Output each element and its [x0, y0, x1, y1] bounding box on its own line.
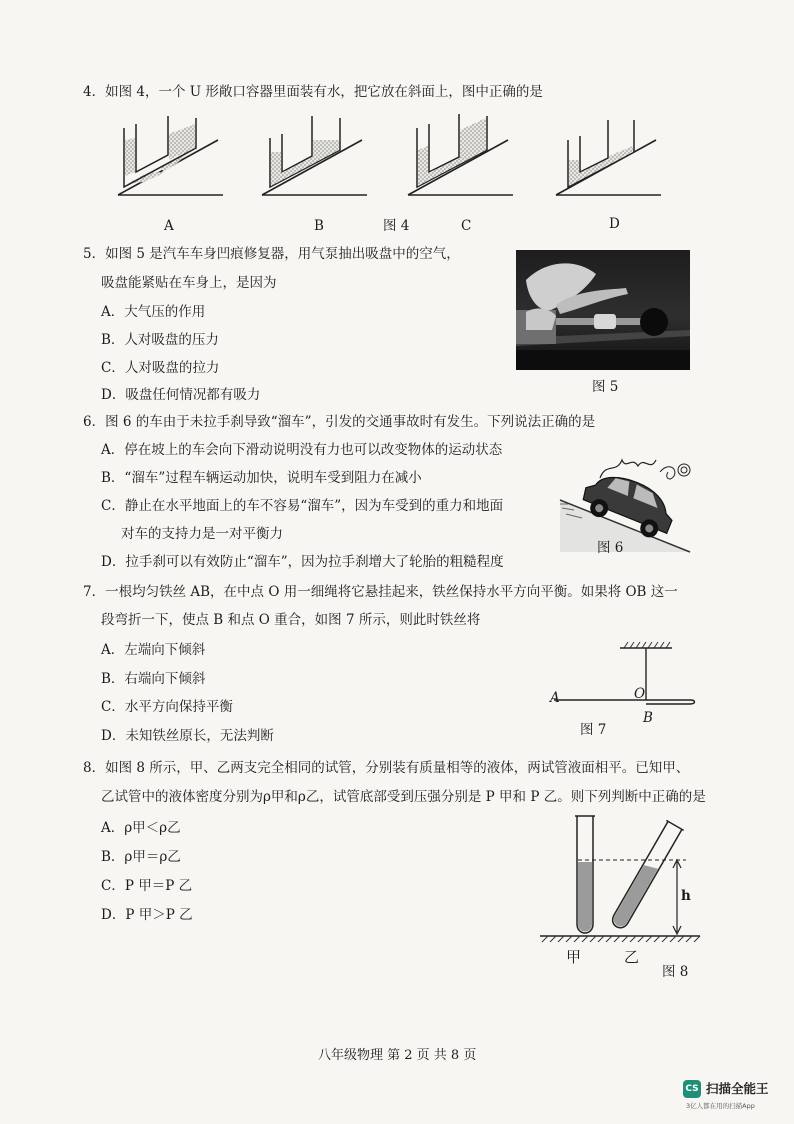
fig4-d-ucontainer	[556, 120, 661, 195]
q4-figures	[0, 0, 794, 240]
fig4-label-b: B	[314, 218, 324, 234]
q5-stem-line1: 5．如图 5 是汽车车身凹痕修复器，用气泵抽出吸盘中的空气，	[83, 246, 460, 262]
q5-option-d: D．吸盘任何情况都有吸力	[101, 387, 261, 403]
q8-option-b: B．ρ甲＝ρ乙	[101, 849, 181, 865]
page-footer: 八年级物理 第 2 页 共 8 页	[318, 1048, 477, 1063]
q6-option-b: B．“溜车”过程车辆运动加快，说明车受到阻力在减小	[101, 470, 422, 486]
camscanner-title: 扫描全能王	[706, 1081, 769, 1096]
q8-option-d: D．P 甲＞P 乙	[101, 907, 193, 923]
q6-option-c-line2: 对车的支持力是一对平衡力	[121, 526, 283, 542]
camscanner-logo-icon: CS	[683, 1080, 701, 1098]
q7-option-d: D．未知铁丝原长，无法判断	[101, 728, 274, 744]
fig7-label-a: A	[550, 690, 560, 706]
fig5-photo-dent-repairer	[516, 250, 690, 370]
fig8-caption: 图 8	[662, 964, 689, 980]
fig4-b-ucontainer	[262, 116, 367, 195]
q8-option-c: C．P 甲＝P 乙	[101, 878, 193, 894]
q6-option-c-line1: C．静止在水平地面上的车不容易“溜车”，因为车受到的重力和地面	[101, 498, 504, 514]
q8-stem-line2: 乙试管中的液体密度分别为ρ甲和ρ乙，试管底部受到压强分别是 P 甲和 P 乙。则下列判断中正确的是	[101, 789, 706, 805]
fig4-label-d: D	[609, 216, 620, 232]
fig5-caption: 图 5	[592, 379, 619, 395]
fig4-c-ucontainer	[408, 114, 513, 195]
fig8-test-tubes	[540, 814, 700, 944]
q7-option-a: A．左端向下倾斜	[101, 642, 206, 658]
fig4-label-a: A	[164, 218, 174, 234]
fig7-caption: 图 7	[580, 722, 607, 738]
q5-stem-line2: 吸盘能紧贴在车身上，是因为	[101, 275, 277, 291]
q5-option-b: B．人对吸盘的压力	[101, 332, 219, 348]
q5-option-a: A．大气压的作用	[101, 304, 206, 320]
fig7-bent-wire	[540, 640, 710, 720]
q4-stem: 4．如图 4，一个 U 形敞口容器里面装有水，把它放在斜面上，图中正确的是	[83, 84, 543, 100]
fig4-a-ucontainer	[118, 116, 223, 195]
fig8-label-jia: 甲	[566, 948, 582, 966]
fig4-label-c: C	[461, 218, 472, 234]
q8-stem-line1: 8．如图 8 所示，甲、乙两支完全相同的试管，分别装有质量相等的液体，两试管液面相平。已知甲、	[83, 760, 690, 776]
fig7-label-b: B	[643, 710, 653, 726]
fig8-label-h: h	[681, 888, 691, 904]
camscanner-subtitle: 3亿人都在用的扫描App	[686, 1102, 755, 1110]
q7-stem-line2: 段弯折一下，使点 B 和点 O 重合，如图 7 所示，则此时铁丝将	[101, 612, 481, 628]
fig6-car-rolling-downhill	[560, 452, 700, 552]
q6-option-a: A．停在坡上的车会向下滑动说明没有力也可以改变物体的运动状态	[101, 442, 503, 458]
q7-option-b: B．右端向下倾斜	[101, 671, 206, 687]
q7-stem-line1: 7．一根均匀铁丝 AB，在中点 O 用一细绳将它悬挂起来，铁丝保持水平方向平衡。如果将 OB 这一	[83, 584, 678, 600]
fig4-caption: 图 4	[383, 218, 410, 234]
q5-option-c: C．人对吸盘的拉力	[101, 360, 220, 376]
q6-option-d: D．拉手刹可以有效防止“溜车”，因为拉手刹增大了轮胎的粗糙程度	[101, 554, 504, 570]
fig6-caption: 图 6	[597, 540, 624, 556]
q6-stem: 6．图 6 的车由于未拉手刹导致“溜车”，引发的交通事故时有发生。下列说法正确的是	[83, 414, 596, 430]
q8-option-a: A．ρ甲＜ρ乙	[101, 820, 181, 836]
q7-option-c: C．水平方向保持平衡	[101, 699, 233, 715]
fig8-label-yi: 乙	[624, 948, 640, 966]
fig7-label-o: O	[634, 686, 646, 702]
